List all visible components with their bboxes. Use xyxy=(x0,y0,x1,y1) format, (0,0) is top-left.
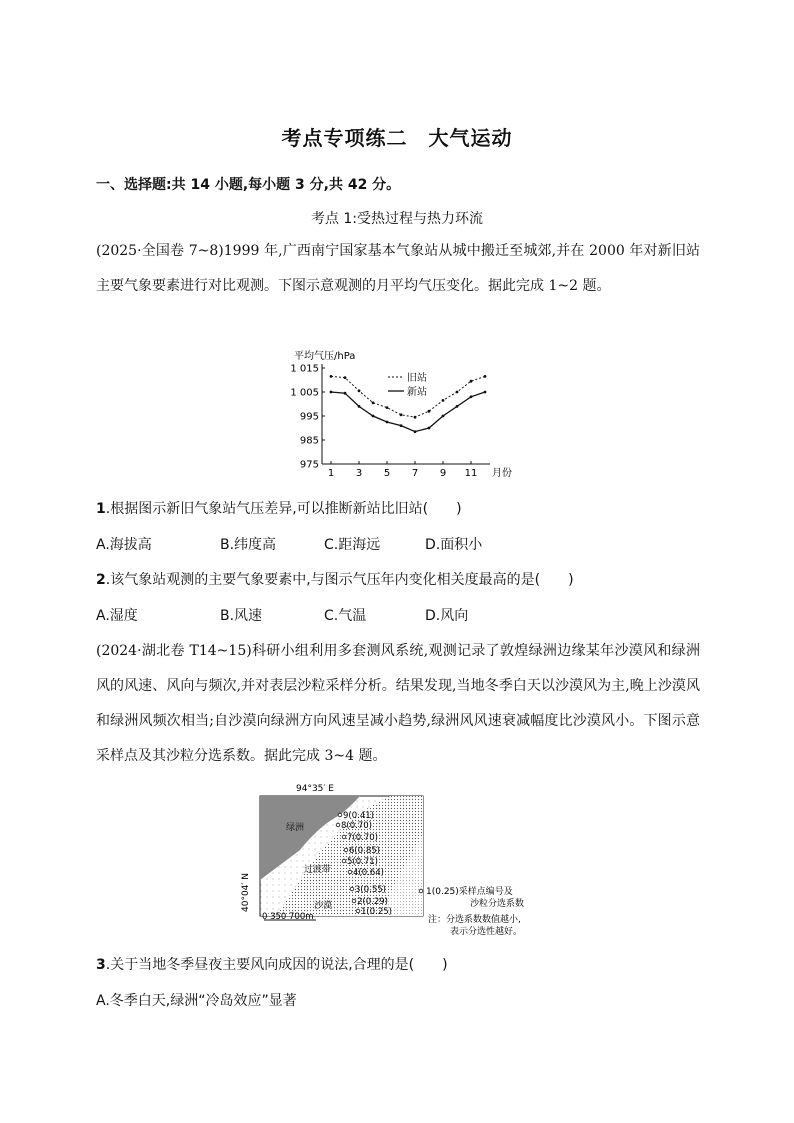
sample-point-label: 2(0.29) xyxy=(357,897,388,907)
option-a[interactable]: A.冬季白天,绿洲“冷岛效应”显著 xyxy=(96,993,297,1009)
x-tick-label: 9 xyxy=(439,468,447,479)
sample-point-label: 5(0.71) xyxy=(347,857,378,867)
intro-paragraph-2: (2024·湖北卷 T14~15)科研小组利用多套测风系统,观测记录了敦煌绿洲边缘某年沙漠风和绿洲风的风速、风向与频次,并对表层沙粒采样分析。结果发现,当地冬季白天以沙漠风为主,晚上沙漠风和绿洲风频次相当;自沙漠向绿洲方向风速呈减小趋势,绿洲风风速衰减幅度比沙漠风小。下图示意采样点及其沙粒分选系数。据此完成 3~4 题。 xyxy=(96,643,700,764)
map-note-2: 表示分选性越好。 xyxy=(450,927,523,937)
legend-label-old: 旧站 xyxy=(407,373,427,384)
x-tick-label: 7 xyxy=(411,468,419,479)
data-point xyxy=(386,421,389,424)
y-tick-label: 1 005 xyxy=(290,387,319,399)
question-text: .根据图示新旧气象站气压差异,可以推断新站比旧站( ) xyxy=(105,501,462,517)
sample-point-marker xyxy=(338,813,342,817)
data-point xyxy=(372,401,375,404)
intro-paragraph-1: (2025·全国卷 7~8)1999 年,广西南宁国家基本气象站从城中搬迁至城郊,并在 2000 年对新旧站主要气象要素进行对比观测。下图示意观测的月平均气压变化。据此完成 1~2 题。 xyxy=(96,243,700,294)
question-1 xyxy=(96,498,462,518)
sample-point-marker xyxy=(356,909,360,913)
longitude-label: 94°35′ E xyxy=(296,784,334,794)
sample-point-label: 8(0.70) xyxy=(341,821,372,831)
question-number: 3 xyxy=(96,957,106,973)
data-point xyxy=(456,391,459,394)
question-3 xyxy=(96,954,448,974)
x-tick-label: 1 xyxy=(327,468,335,479)
data-point xyxy=(386,406,389,409)
legend-label-new: 新站 xyxy=(407,387,427,398)
sample-point-marker xyxy=(348,870,352,874)
data-point xyxy=(414,416,417,419)
sample-point-label: 1(0.25) xyxy=(361,907,392,917)
sample-point-marker xyxy=(342,859,346,863)
y-tick-label: 1 015 xyxy=(290,363,319,375)
data-point xyxy=(400,413,403,416)
option-c[interactable]: C.气温 xyxy=(324,608,367,624)
latitude-label: 40°04′ N xyxy=(241,872,251,912)
data-point xyxy=(400,424,403,427)
sample-point-label: 7(0.70) xyxy=(347,833,378,843)
data-point xyxy=(344,392,347,395)
option-c[interactable]: C.距海远 xyxy=(324,537,381,553)
data-point xyxy=(484,375,487,378)
legend-item: 1(0.25)采样点编号及 xyxy=(426,887,513,897)
y-tick-label: 995 xyxy=(299,411,319,423)
sample-point-marker xyxy=(336,823,340,827)
sample-point-marker xyxy=(350,887,354,891)
sample-point-label: 4(0.64) xyxy=(353,868,384,878)
option-b[interactable]: B.风速 xyxy=(220,608,263,624)
pressure-chart xyxy=(282,346,522,486)
question-text: .该气象站观测的主要气象要素中,与图示气压年内变化相关度最高的是( ) xyxy=(105,572,574,588)
legend-item-2: 沙粒分选系数 xyxy=(470,899,525,909)
legend-marker xyxy=(419,889,423,893)
scale-label: 0 350 700m xyxy=(262,912,314,922)
data-point xyxy=(344,376,347,379)
x-axis-title: 月份 xyxy=(492,468,512,479)
sample-point-marker xyxy=(342,835,346,839)
data-point xyxy=(484,391,487,394)
question-number: 2 xyxy=(96,572,106,588)
option-d[interactable]: D.面积小 xyxy=(425,537,483,553)
data-point xyxy=(428,427,431,430)
data-point xyxy=(470,395,473,398)
data-point xyxy=(442,399,445,402)
desert-label: 沙漠 xyxy=(314,901,333,911)
data-point xyxy=(330,375,333,378)
x-tick-label: 3 xyxy=(355,468,363,479)
data-point xyxy=(358,389,361,392)
data-point xyxy=(372,415,375,418)
page-title: 考点专项练二 大气运动 xyxy=(281,126,513,150)
x-tick-label: 5 xyxy=(383,468,391,479)
y-tick-label: 975 xyxy=(299,459,319,471)
data-point xyxy=(414,430,417,433)
sample-point-marker xyxy=(352,899,356,903)
option-a[interactable]: A.海拔高 xyxy=(96,537,152,553)
option-d[interactable]: D.风向 xyxy=(425,608,469,624)
question-number: 1 xyxy=(96,501,106,517)
section-heading: 一、选择题:共 14 小题,每小题 3 分,共 42 分。 xyxy=(96,177,401,193)
option-a[interactable]: A.湿度 xyxy=(96,608,138,624)
data-point xyxy=(428,410,431,413)
data-point xyxy=(470,380,473,383)
x-tick-label: 11 xyxy=(464,468,478,479)
sample-point-label: 6(0.85) xyxy=(349,846,380,856)
data-point xyxy=(456,405,459,408)
topic-subtitle: 考点 1:受热过程与热力环流 xyxy=(310,211,484,227)
oasis-label: 绿洲 xyxy=(286,823,305,833)
y-axis-title: 平均气压/hPa xyxy=(294,351,356,362)
y-tick-label: 985 xyxy=(299,435,319,447)
question-2 xyxy=(96,569,574,589)
sample-point-marker xyxy=(344,848,348,852)
sample-point-label: 3(0.55) xyxy=(355,885,386,895)
question-text: .关于当地冬季昼夜主要风向成因的说法,合理的是( ) xyxy=(105,957,448,973)
transition-label: 过渡带 xyxy=(304,865,332,875)
sample-point-label: 9(0.41) xyxy=(343,811,374,821)
option-b[interactable]: B.纬度高 xyxy=(220,537,277,553)
data-point xyxy=(442,415,445,418)
data-point xyxy=(358,405,361,408)
sampling-map xyxy=(240,780,560,942)
data-point xyxy=(330,391,333,394)
map-note-1: 注：分选系数数值越小, xyxy=(428,915,521,925)
